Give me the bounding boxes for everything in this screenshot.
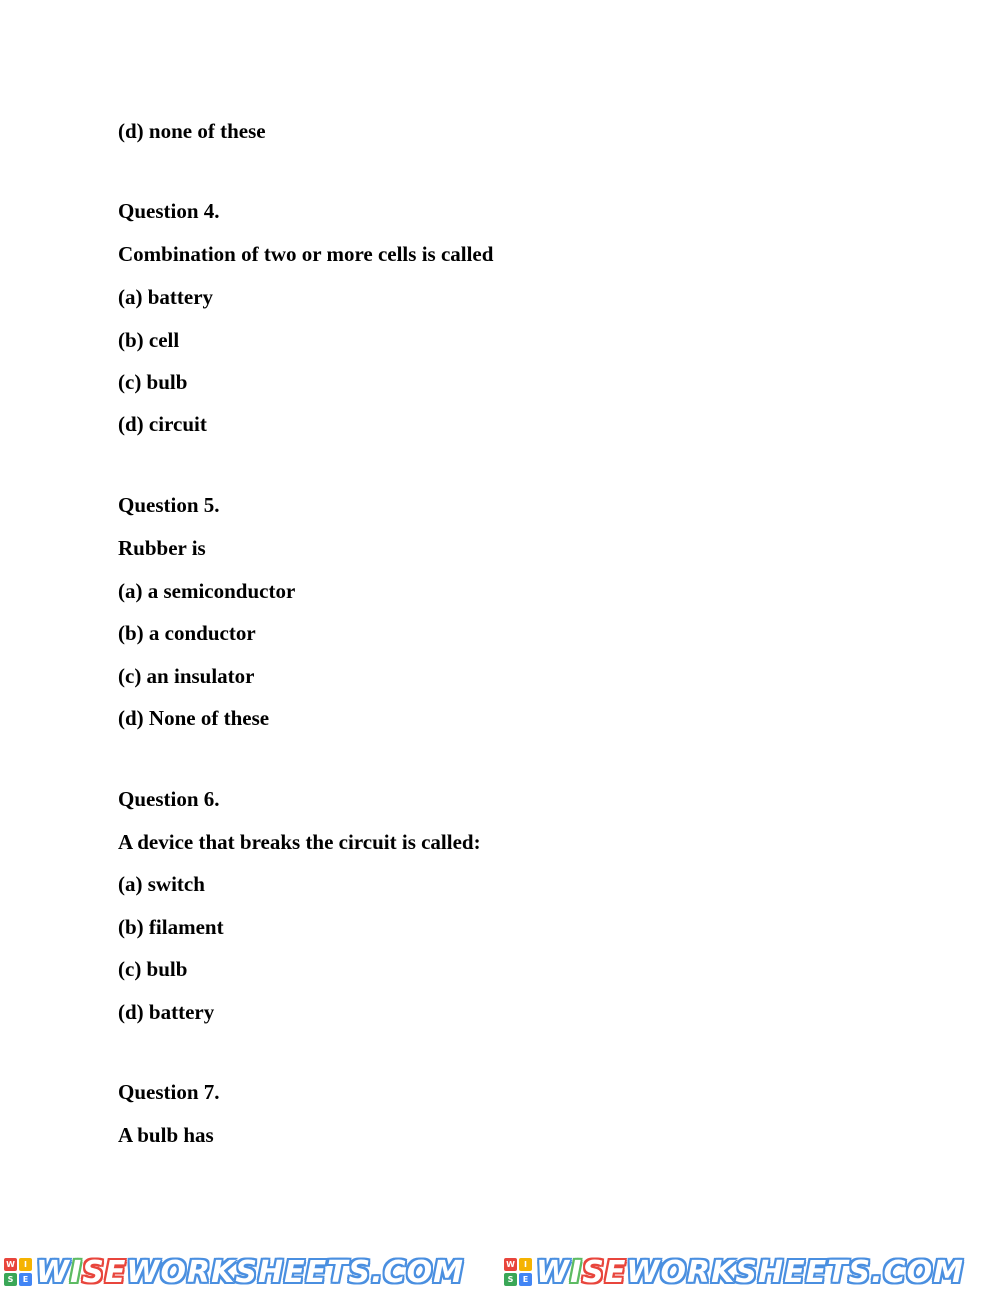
wise-logo-icon: W I S E <box>4 1258 32 1286</box>
watermark-letter: S <box>582 1254 605 1290</box>
watermark-letter: O <box>660 1254 687 1290</box>
option-d-q6: (d) battery <box>118 1000 215 1024</box>
option-b-q5: (b) a conductor <box>118 621 256 645</box>
option-d-q5: (d) None of these <box>118 706 270 730</box>
watermark-left <box>4 1256 464 1288</box>
option-b-q6: (b) filament <box>118 915 224 939</box>
watermark-text <box>536 1255 964 1290</box>
watermark-letter: E <box>805 1254 828 1290</box>
watermark-letter: T <box>827 1254 849 1290</box>
watermark-letter: K <box>711 1254 736 1290</box>
watermark-letter: R <box>186 1254 212 1290</box>
watermark-letter: I <box>570 1254 583 1290</box>
watermark-letter: O <box>406 1254 434 1290</box>
option-c-q4: (c) bulb <box>118 370 188 394</box>
watermark-letter: M <box>433 1254 464 1290</box>
watermark-letter: R <box>686 1254 712 1290</box>
watermark-text <box>36 1255 464 1290</box>
watermark-letter: E <box>104 1254 127 1290</box>
watermark-letter: O <box>906 1254 934 1290</box>
watermark-letter: W <box>536 1254 571 1290</box>
footer-watermark <box>0 1250 1000 1291</box>
watermark-letter: W <box>36 1254 71 1290</box>
watermark-letter: E <box>784 1254 806 1290</box>
watermark-letter: C <box>383 1254 407 1290</box>
question-4-heading: Question 4. <box>118 199 220 223</box>
watermark-letter: . <box>871 1254 884 1290</box>
watermark-letter: O <box>160 1254 187 1290</box>
watermark-letter: S <box>735 1254 758 1290</box>
watermark-letter: . <box>371 1254 384 1290</box>
watermark-letter: E <box>305 1254 328 1290</box>
option-d-q4: (d) circuit <box>118 412 207 436</box>
question-7-text: A bulb has <box>118 1123 214 1147</box>
watermark-letter: C <box>883 1254 907 1290</box>
option-c-q6: (c) bulb <box>118 957 188 981</box>
watermark-letter: T <box>327 1254 349 1290</box>
question-6-text: A device that breaks the circuit is called: <box>118 830 481 854</box>
watermark-letter: W <box>126 1254 161 1290</box>
question-5-heading: Question 5. <box>118 493 220 517</box>
question-5-text: Rubber is <box>118 536 206 560</box>
watermark-letter: E <box>604 1254 627 1290</box>
watermark-letter: S <box>848 1254 872 1290</box>
question-6-heading: Question 6. <box>118 787 220 811</box>
watermark-right <box>504 1256 964 1288</box>
option-b-q4: (b) cell <box>118 328 180 352</box>
watermark-letter: I <box>70 1254 83 1290</box>
option-a-q5: (a) a semiconductor <box>118 579 296 603</box>
option-c-q5: (c) an insulator <box>118 664 255 688</box>
watermark-letter: K <box>211 1254 236 1290</box>
watermark-letter: E <box>284 1254 306 1290</box>
question-4-text: Combination of two or more cells is called <box>118 242 494 266</box>
option-a-q6: (a) switch <box>118 872 205 896</box>
option-d-q3: (d) none of these <box>118 119 266 143</box>
watermark-letter: H <box>757 1254 785 1290</box>
question-7-heading: Question 7. <box>118 1080 220 1104</box>
watermark-letter: H <box>257 1254 285 1290</box>
watermark-letter: W <box>626 1254 661 1290</box>
option-a-q4: (a) battery <box>118 285 214 309</box>
wise-logo-icon: W I S E <box>504 1258 532 1286</box>
watermark-letter: S <box>82 1254 105 1290</box>
watermark-letter: S <box>235 1254 258 1290</box>
watermark-letter: S <box>348 1254 372 1290</box>
watermark-letter: M <box>933 1254 964 1290</box>
